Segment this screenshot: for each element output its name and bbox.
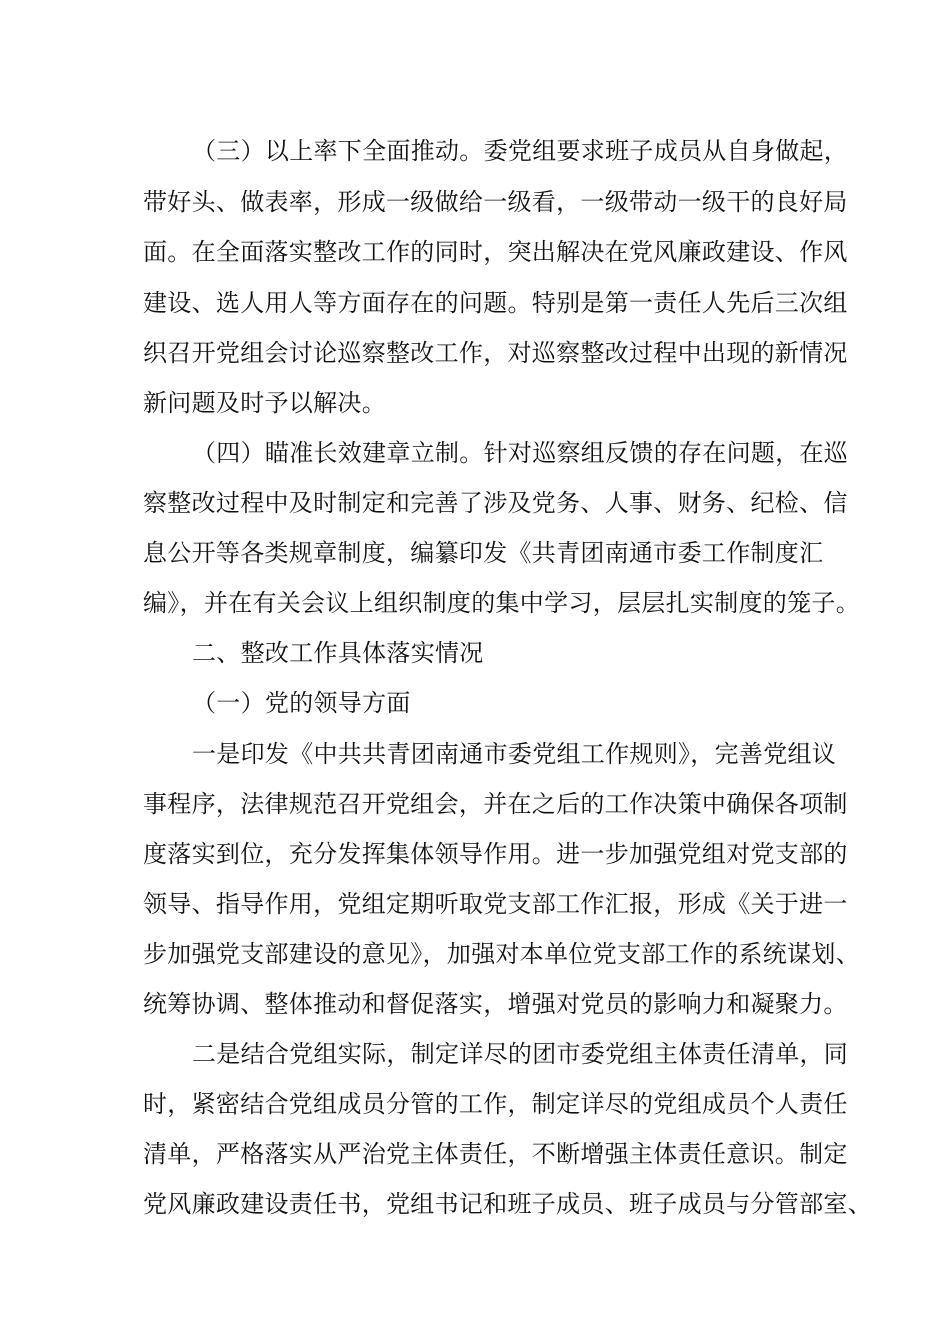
text-line: 度落实到位，充分发挥集体领导作用。进一步加强党组对党支部的 xyxy=(143,840,848,868)
text-line: （四）瞄准长效建章立制。针对巡察组反馈的存在问题，在巡 xyxy=(192,439,849,467)
text-line: 清单，严格落实从严治党主体责任，不断增强主体责任意识。制定 xyxy=(143,1140,848,1168)
text-line: 织召开党组会讨论巡察整改工作，对巡察整改过程中出现的新情况 xyxy=(143,339,848,367)
section-heading: 二、整改工作具体落实情况 xyxy=(192,639,484,667)
text-line: 建设、选人用人等方面存在的问题。特别是第一责任人先后三次组 xyxy=(143,289,848,317)
text-line: 新问题及时予以解决。 xyxy=(143,389,386,417)
text-line: （三）以上率下全面推动。委党组要求班子成员从自身做起， xyxy=(192,137,849,165)
text-line: 息公开等各类规章制度，编纂印发《共青团南通市委工作制度汇 xyxy=(143,539,824,567)
text-line: 二是结合党组实际，制定详尽的团市委党组主体责任清单，同 xyxy=(192,1040,849,1068)
text-line: 党风廉政建设责任书，党组书记和班子成员、班子成员与分管部室、 xyxy=(143,1190,872,1218)
text-line: 事程序，法律规范召开党组会，并在之后的工作决策中确保各项制 xyxy=(143,790,848,818)
text-line: 带好头、做表率，形成一级做给一级看，一级带动一级干的良好局 xyxy=(143,188,848,216)
text-line: 编》，并在有关会议上组织制度的集中学习，层层扎实制度的笼子。 xyxy=(143,589,860,617)
text-line: 领导、指导作用，党组定期听取党支部工作汇报，形成《关于进一 xyxy=(143,890,848,918)
text-line: 面。在全面落实整改工作的同时，突出解决在党风廉政建设、作风 xyxy=(143,238,848,266)
subsection-heading: （一）党的领导方面 xyxy=(192,689,411,717)
text-line: 察整改过程中及时制定和完善了涉及党务、人事、财务、纪检、信 xyxy=(143,489,848,517)
text-line: 步加强党支部建设的意见》，加强对本单位党支部工作的系统谋划、 xyxy=(143,940,860,968)
text-line: 统筹协调、整体推动和督促落实，增强对党员的影响力和凝聚力。 xyxy=(143,990,848,1018)
text-line: 时，紧密结合党组成员分管的工作，制定详尽的党组成员个人责任 xyxy=(143,1090,848,1118)
text-line: 一是印发《中共共青团南通市委党组工作规则》，完善党组议 xyxy=(192,740,837,768)
